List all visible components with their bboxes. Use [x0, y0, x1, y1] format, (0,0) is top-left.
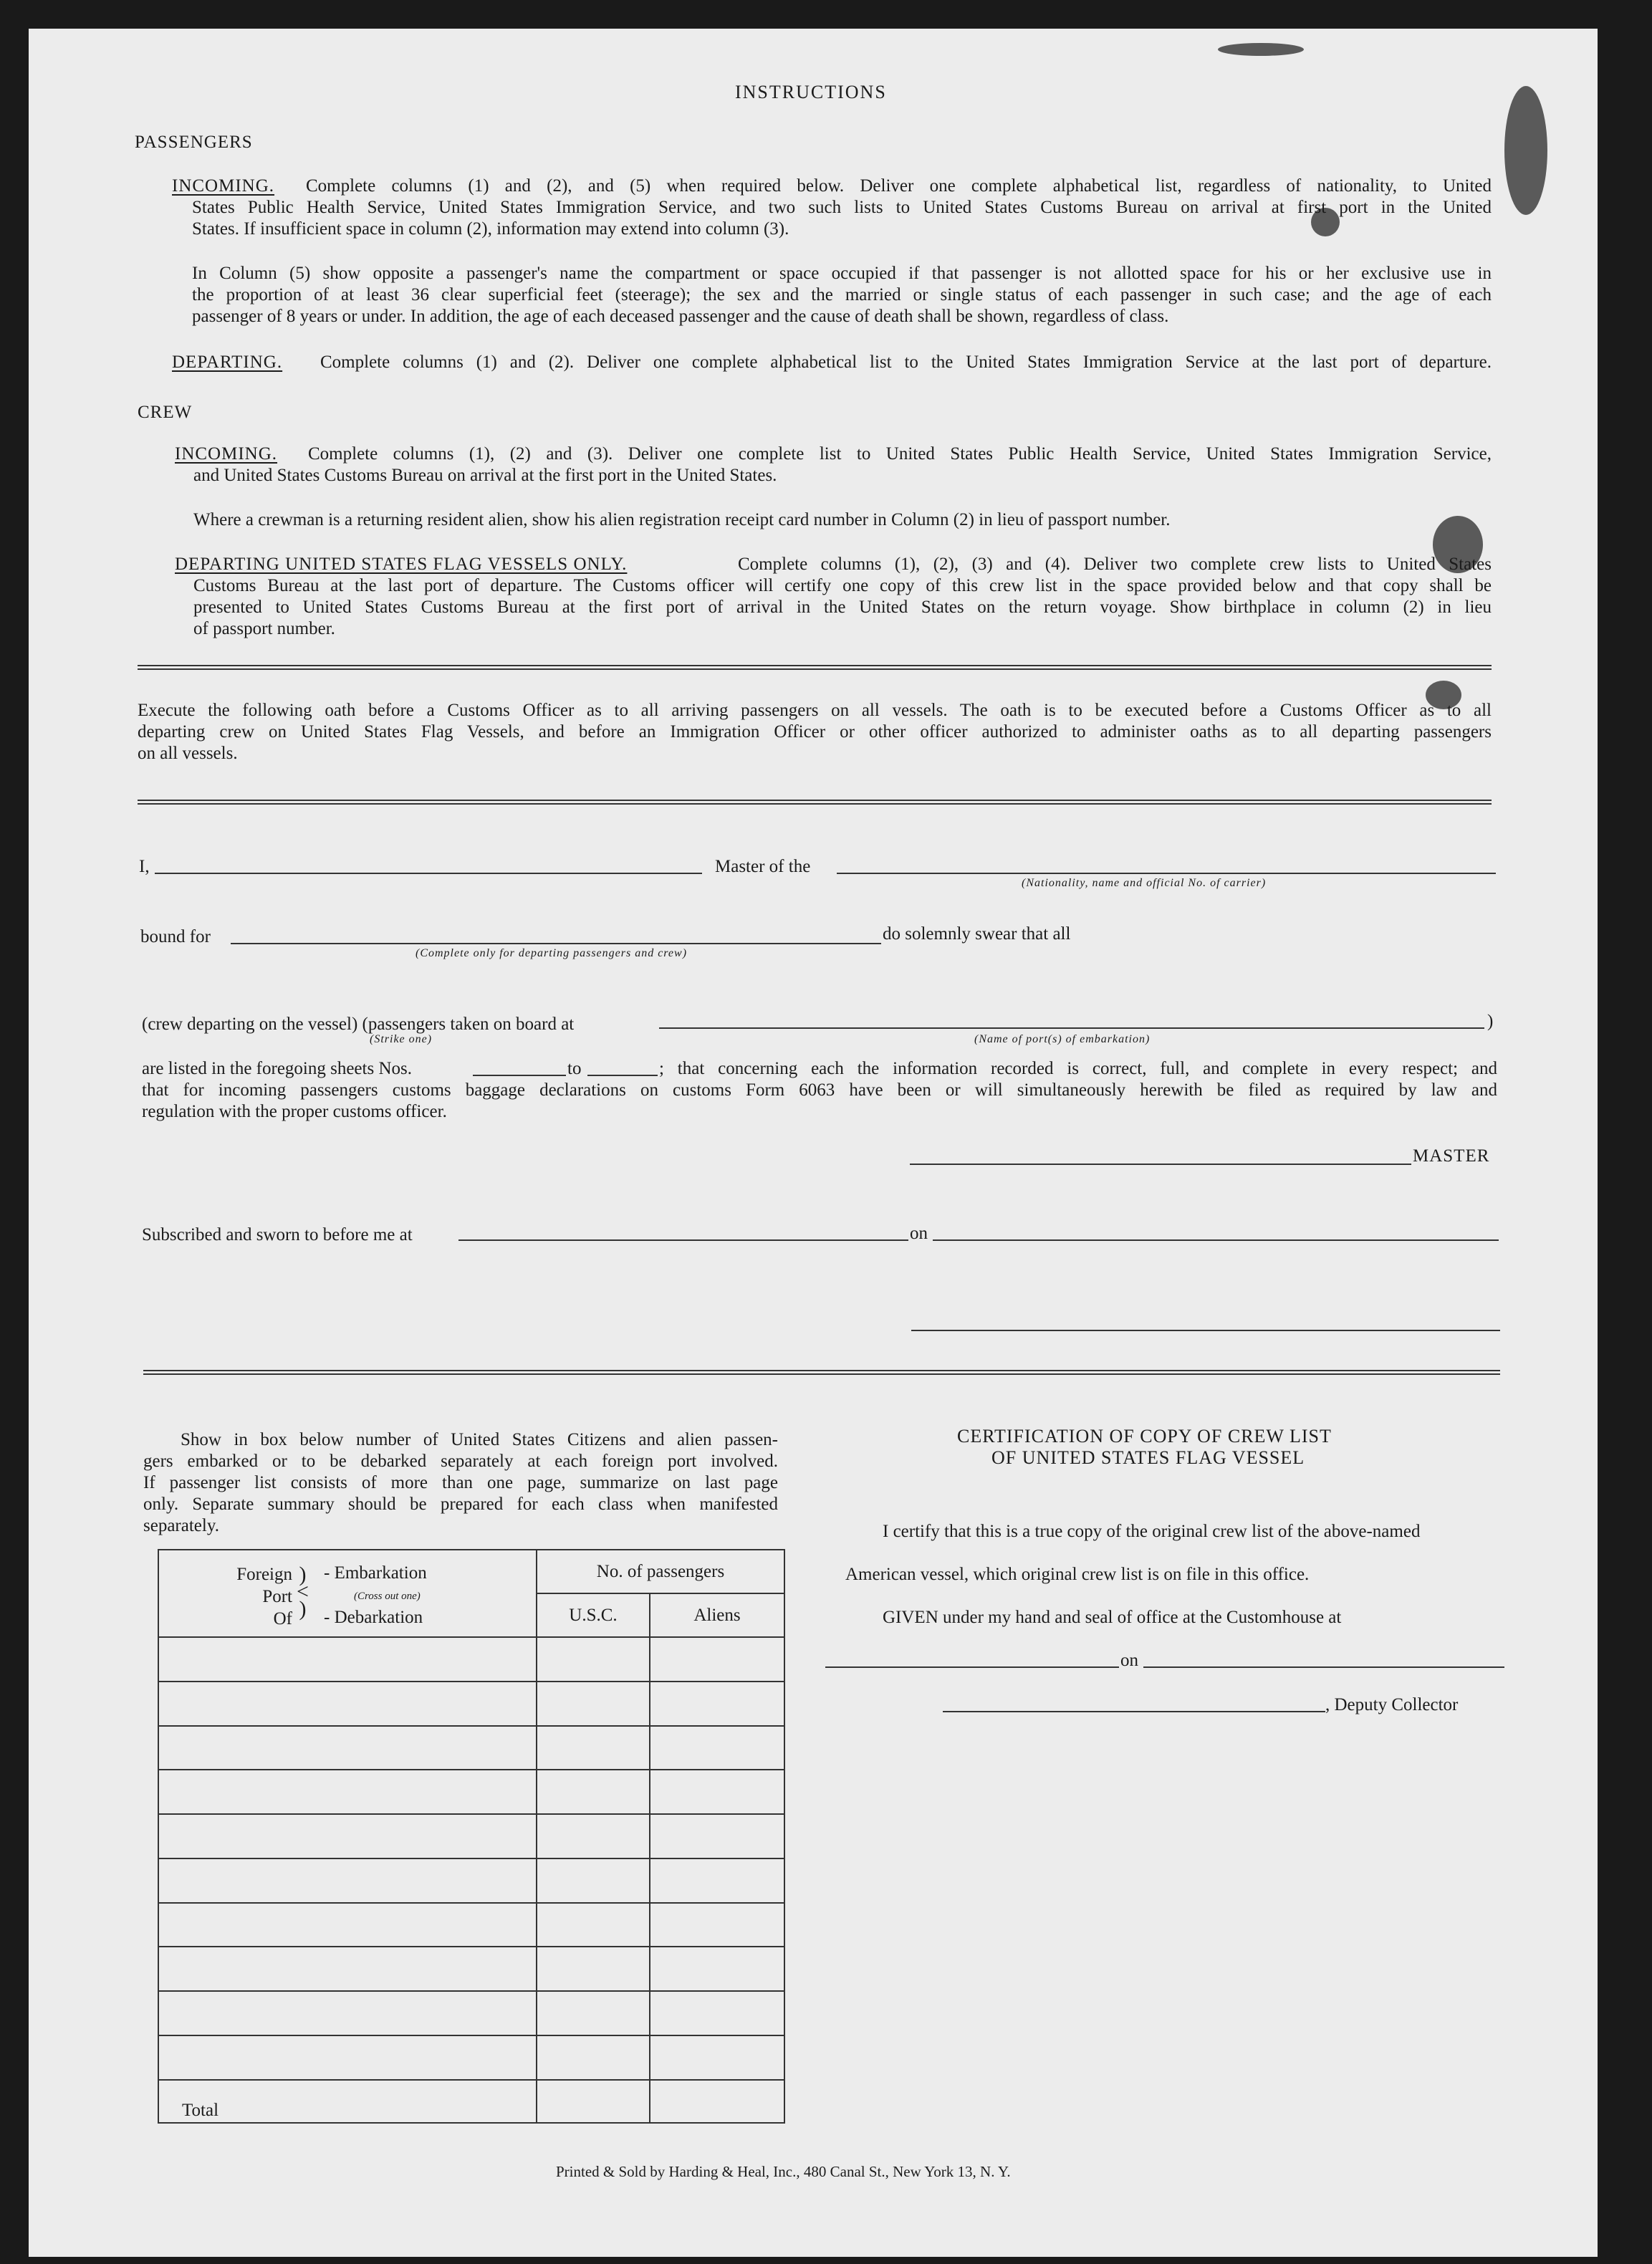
passengers-incoming-line-1: Complete columns (1) and (2), and (5) when required below. Deliver one complete alphabetical list, regardless of nationality, to United	[306, 176, 1492, 196]
crew-departing-line-1: Complete columns (1), (2), (3) and (4). Deliver two complete crew lists to United States	[738, 555, 1492, 574]
passenger-summary-table	[158, 1549, 785, 2124]
summary-aliens-cell[interactable]	[650, 1726, 784, 1770]
passengers-departing-label: DEPARTING.	[172, 352, 283, 372]
crew-departing-line-2: Customs Bureau at the last port of departure. The Customs officer will certify one copy of this crew list in the space provided below and that copy shall be	[193, 576, 1492, 595]
summary-instructions-line-1: Show in box below number of United States Citizens and alien passen-	[181, 1430, 778, 1449]
master-of-label: Master of the	[715, 857, 811, 876]
certification-on-label: on	[1120, 1651, 1138, 1670]
summary-port-cell[interactable]	[158, 1682, 537, 1726]
stain-mark	[1504, 86, 1547, 215]
sworn-place-field[interactable]	[458, 1239, 908, 1241]
listed-line-3: regulation with the proper customs officer.	[142, 1102, 447, 1121]
summary-aliens-cell[interactable]	[650, 1991, 784, 2035]
carrier-field[interactable]	[837, 873, 1496, 874]
summary-usc-cell[interactable]	[537, 1947, 650, 1991]
summary-aliens-cell[interactable]	[650, 1858, 784, 1903]
bound-caption: (Complete only for departing passengers and crew)	[416, 947, 688, 959]
embarkation-port-field[interactable]	[659, 1027, 1484, 1029]
summary-instructions-line-3: If passenger list consists of more than one page, summarize on last page	[143, 1473, 778, 1492]
summary-aliens-cell[interactable]	[650, 1770, 784, 1814]
page-title: INSTRUCTIONS	[735, 82, 887, 102]
summary-row	[158, 1682, 784, 1726]
passengers-incoming-line-2: States Public Health Service, United States Immigration Service, and two such lists to United States Customs Bureau on arrival at first port in the United	[192, 198, 1492, 217]
passengers-heading: PASSENGERS	[135, 133, 253, 152]
customhouse-place-field[interactable]	[825, 1666, 1119, 1668]
master-label: MASTER	[1413, 1146, 1490, 1166]
crew-departing-line-4: of passport number.	[193, 619, 335, 638]
summary-instructions-line-5: separately.	[143, 1516, 219, 1535]
sheet-from-field[interactable]	[473, 1075, 566, 1076]
brace-icon: ) < )	[297, 1563, 309, 1621]
to-label: to	[567, 1059, 582, 1078]
port-caption: (Name of port(s) of embarkation)	[974, 1033, 1151, 1045]
aliens-header: Aliens	[650, 1593, 784, 1637]
passengers-departing-text: Complete columns (1) and (2). Deliver one complete alphabetical list to the United States Immigration Service at the last port of departure.	[320, 352, 1492, 372]
summary-row	[158, 1991, 784, 2035]
summary-usc-cell[interactable]	[537, 1637, 650, 1682]
usc-header: U.S.C.	[537, 1593, 650, 1637]
crew-incoming-line-2: and United States Customs Bureau on arrival at the first port in the United States.	[193, 466, 777, 485]
passengers-incoming-line-3: States. If insufficient space in column (2), information may extend into column (3).	[192, 219, 789, 239]
oath-intro-line-3: on all vessels.	[138, 744, 238, 763]
deputy-collector-signature-field[interactable]	[943, 1711, 1325, 1712]
summary-port-cell[interactable]	[158, 1991, 537, 2035]
total-aliens-cell[interactable]	[650, 2080, 784, 2124]
summary-row	[158, 1903, 784, 1947]
foreign-port-header	[158, 1550, 537, 1637]
american-text: American vessel, which original crew list is on file in this office.	[845, 1565, 1310, 1584]
summary-aliens-cell[interactable]	[650, 1814, 784, 1858]
cross-out-label: (Cross out one)	[354, 1591, 421, 1602]
crew-departing-label: DEPARTING UNITED STATES FLAG VESSELS ONLY.	[175, 555, 628, 574]
summary-row	[158, 1770, 784, 1814]
summary-usc-cell[interactable]	[537, 1991, 650, 2035]
crew-incoming-line-1: Complete columns (1), (2) and (3). Deliver one complete list to United States Public Health Service, United States Immigration Service,	[308, 444, 1492, 464]
certify-text: I certify that this is a true copy of the original crew list of the above-named	[883, 1522, 1421, 1541]
printer-footer: Printed & Sold by Harding & Heal, Inc., 480 Canal St., New York 13, N. Y.	[556, 2163, 1011, 2180]
subscribed-label: Subscribed and sworn to before me at	[142, 1225, 413, 1244]
sworn-date-field[interactable]	[933, 1239, 1499, 1241]
oath-intro-line-2: departing crew on United States Flag Vessels, and before an Immigration Officer or other officer authorized to administer oaths as to all departing passengers	[138, 722, 1492, 742]
master-signature-field[interactable]	[910, 1164, 1411, 1165]
summary-row	[158, 1726, 784, 1770]
no-passengers-header: No. of passengers	[537, 1550, 784, 1593]
crew-resident-text: Where a crewman is a returning resident alien, show his alien registration receipt card number in Column (2) in lieu of passport number.	[193, 510, 1171, 529]
oath-intro-line-1: Execute the following oath before a Customs Officer as to all arriving passengers on all vessels. The oath is to be executed before a Customs Officer as to all	[138, 701, 1492, 720]
section-divider	[143, 1370, 1500, 1375]
stain-mark	[1218, 43, 1304, 56]
listed-line-2: that for incoming passengers customs baggage declarations on customs Form 6063 have been or will simultaneously herewith be filed as required by law and	[142, 1080, 1497, 1100]
section-divider	[138, 800, 1492, 805]
listed-label: are listed in the foregoing sheets Nos.	[142, 1059, 412, 1078]
summary-aliens-cell[interactable]	[650, 1637, 784, 1682]
certification-heading-line-1: CERTIFICATION OF COPY OF CREW LIST	[957, 1426, 1332, 1447]
certification-heading-line-2: OF UNITED STATES FLAG VESSEL	[991, 1447, 1305, 1468]
column5-line-2: the proportion of at least 36 clear superficial feet (steerage); the sex and the married or single status of each passenger in such case; and the age of each	[192, 285, 1492, 304]
embarkation-label: - Embarkation	[324, 1563, 427, 1583]
summary-usc-cell[interactable]	[537, 1682, 650, 1726]
given-text: GIVEN under my hand and seal of office at the Customhouse at	[883, 1608, 1342, 1627]
foreign-label: Foreign	[236, 1565, 292, 1584]
port-label: Port	[262, 1587, 292, 1606]
summary-port-cell[interactable]	[158, 2035, 537, 2080]
summary-usc-cell[interactable]	[537, 1903, 650, 1947]
summary-aliens-cell[interactable]	[650, 1903, 784, 1947]
summary-usc-cell[interactable]	[537, 1726, 650, 1770]
section-divider	[138, 665, 1492, 670]
close-paren: )	[1487, 1012, 1494, 1031]
summary-row	[158, 1637, 784, 1682]
summary-port-cell[interactable]	[158, 1903, 537, 1947]
officer-signature-field[interactable]	[911, 1330, 1500, 1331]
summary-aliens-cell[interactable]	[650, 2035, 784, 2080]
summary-usc-cell[interactable]	[537, 2035, 650, 2080]
total-row	[158, 2080, 784, 2124]
bound-for-label: bound for	[140, 927, 211, 946]
total-usc-cell[interactable]	[537, 2080, 650, 2124]
summary-usc-cell[interactable]	[537, 1858, 650, 1903]
sworn-on-label: on	[910, 1224, 928, 1243]
deputy-collector-label: , Deputy Collector	[1325, 1695, 1459, 1714]
summary-row	[158, 1858, 784, 1903]
crew-incoming-label: INCOMING.	[175, 444, 278, 464]
passengers-incoming-label: INCOMING.	[172, 176, 275, 196]
summary-usc-cell[interactable]	[537, 1770, 650, 1814]
summary-port-cell[interactable]	[158, 1947, 537, 1991]
summary-row	[158, 2035, 784, 2080]
certification-date-field[interactable]	[1143, 1666, 1504, 1668]
summary-port-cell[interactable]	[158, 1814, 537, 1858]
swear-label: do solemnly swear that all	[883, 924, 1071, 944]
summary-row	[158, 1947, 784, 1991]
crew-departing-label: (crew departing on the vessel) (passengers taken on board at	[142, 1015, 575, 1034]
summary-aliens-cell[interactable]	[650, 1947, 784, 1991]
i-label: I,	[139, 857, 150, 876]
column5-line-3: passenger of 8 years or under. In addition, the age of each deceased passenger and the cause of death shall be shown, regardless of class.	[192, 307, 1169, 326]
debarkation-label: - Debarkation	[324, 1608, 423, 1627]
summary-port-cell[interactable]	[158, 1726, 537, 1770]
crew-heading: CREW	[138, 403, 193, 422]
summary-port-cell[interactable]	[158, 1637, 537, 1682]
summary-port-cell[interactable]	[158, 1770, 537, 1814]
total-label: Total	[158, 2080, 537, 2124]
listed-rest: ; that concerning each the information recorded is correct, full, and complete in every respect; and	[659, 1059, 1497, 1078]
summary-aliens-cell[interactable]	[650, 1682, 784, 1726]
summary-usc-cell[interactable]	[537, 1814, 650, 1858]
summary-port-cell[interactable]	[158, 1858, 537, 1903]
bound-for-field[interactable]	[231, 943, 881, 944]
strike-caption: (Strike one)	[370, 1033, 433, 1045]
column5-line-1: In Column (5) show opposite a passenger's name the compartment or space occupied if that passenger is not allotted space for his or her exclusive use in	[192, 264, 1492, 283]
summary-instructions-line-4: only. Separate summary should be prepared for each class when manifested	[143, 1495, 778, 1514]
summary-row	[158, 1814, 784, 1858]
carrier-caption: (Nationality, name and official No. of carrier)	[1022, 877, 1267, 889]
master-name-field[interactable]	[155, 873, 702, 874]
crew-departing-line-3: presented to United States Customs Bureau at the first port of arrival in the United States on the return voyage. Show birthplace in column (2) in lieu	[193, 598, 1492, 617]
sheet-to-field[interactable]	[587, 1075, 658, 1076]
of-label: Of	[273, 1609, 292, 1629]
summary-instructions-line-2: gers embarked or to be debarked separately at each foreign port involved.	[143, 1452, 778, 1471]
